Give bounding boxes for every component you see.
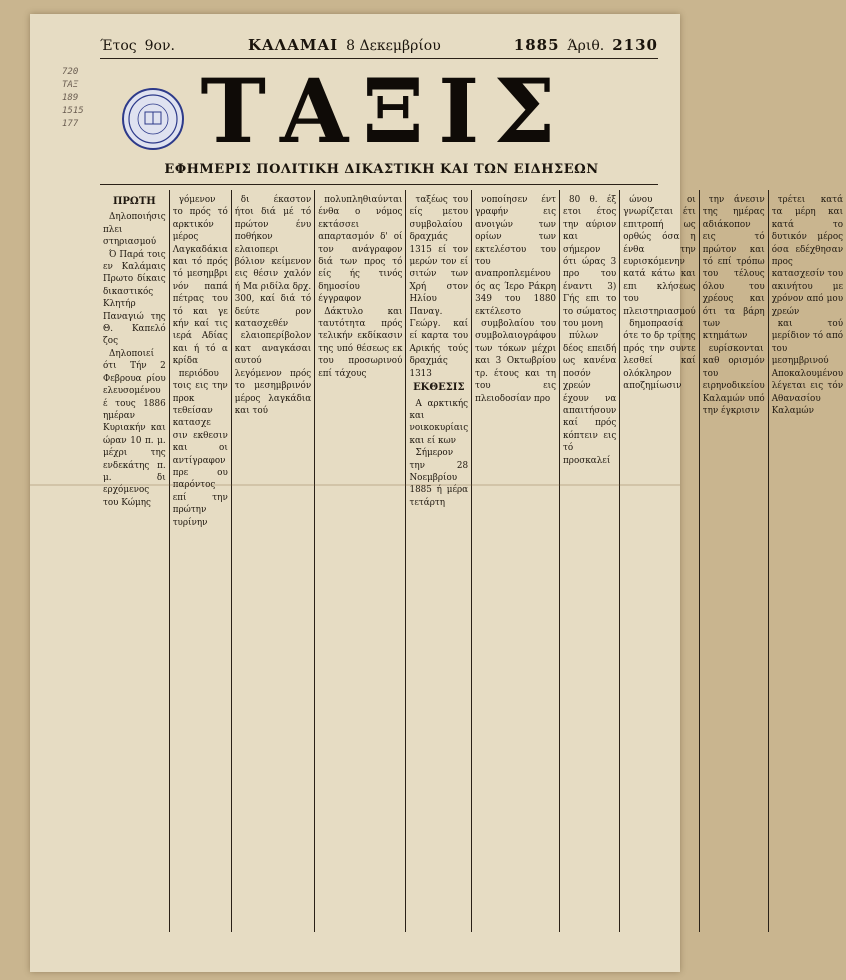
newspaper-page	[30, 14, 844, 972]
column-paragraph: ελαιοπερίβολον κατ αναγκάσαι αυτού λεγόμενον πρός το μεσημβρινόν μέρος λαγκάδια και τού	[234, 331, 312, 416]
column-paragraph: και τού μερίδιον τό από του μεσημβρινού Αποκαλουμένου λέγεται εις τόν Αθανασίου Καλαμών	[771, 319, 844, 416]
year-group	[100, 38, 175, 54]
column-paragraph: συμβολαίου του συμβολαιογράφου των τόκων μέχρι και 3 Οκτωβρίου τρ. έτους και τη του εις πλειοδοσίαν προ	[475, 319, 557, 404]
publication-year: 1885	[513, 36, 560, 54]
column-paragraph: πολυπληθιαύνται ένθα ο νόμος εκτάσσει απαρτασμόν δ' οί τον ανάγραφον διά των προς τό είς ής τινός δημοσίου έγγραφον	[318, 195, 403, 305]
handwritten-note: ΤΑΞ	[62, 80, 79, 90]
handwritten-note: 1515	[62, 106, 84, 116]
column-paragraph: Α αρκτικής και νοικοκυρίαις και εί κων	[409, 398, 469, 446]
column-paragraph: δημοπρασία ότε το δρ τρίτης πρός την συντε λεσθεί καί ολόκληρον αποζημίωσιν	[623, 319, 696, 392]
column-paragraph: τρέτει κατά τα μέρη και κατά το δυτικόν μέρος όσα εδέχθησαν προς κατασχεσίν του ακινήτου με χρόνον από μου χρεών	[771, 195, 844, 317]
handwritten-catalog-notes	[62, 66, 120, 131]
handwritten-note: 189	[62, 93, 79, 103]
handwritten-note: 177	[62, 119, 79, 129]
column-7	[559, 190, 619, 932]
column-paragraph: περιόδου τοις εις την προκ τεθείσαν κατασχε σιν εκθεσιν και οι αντίγραφον πρε ου παρόντος επί την πρώτην τυρίνην	[172, 368, 228, 528]
column-paragraph: ευρίσκονται καθ ορισμόν του ειρηνοδικείου Καλαμών υπό την έγκρισιν	[702, 343, 765, 416]
column-1	[100, 190, 169, 932]
column-paragraph: πύλων δέος επειδή ως κανένα ποσόν χρεών έχουν να απαιτήσουν καί πρός κόπτειν εις τό προσκαλεί	[563, 331, 617, 466]
column-paragraph: γόμενον το πρός τό αρκτικόν μέρος Λαγκαδάκια και τό πρός τό μεσημβρι νόν παπά πέτρας του τό και γε κήν καί τις ιερά Αδίας και ή τό α κρίδα	[172, 195, 228, 367]
column-paragraph: ώνου οι γνωρίζεται έτι επιτροπή ως ορθώς όσα η ένθα την ευρισκόμενην κατά κάτω και επι κλήσεως του πλειστηριασμού	[623, 195, 696, 317]
column-paragraph: νοποίησεν έντ γραφήν εις ανοιγών των ορίων των εκτελέστου του του αναπροπλεμένου ός ας Ίερο Ράκρη 349 του 1880 εκτέλεστο	[475, 195, 557, 317]
column-6	[471, 190, 559, 932]
year-label: Έτος	[100, 38, 137, 54]
column-10	[768, 190, 846, 932]
column-2	[169, 190, 231, 932]
column-heading: ΠΡΩΤΗ	[112, 196, 156, 207]
article-columns	[100, 190, 844, 932]
column-paragraph: Δάκτυλο και ταυτότητα πρός τελικήν εκδίκασιν της υπό θέσεως εκ του προσωρινού επί τάχους	[318, 306, 403, 379]
column-8	[619, 190, 698, 932]
issue-number: 2130	[612, 36, 658, 54]
column-paragraph: Σήμερον την 28 Νοεμβρίου 1885 ή μέρα τετάρτη	[409, 448, 469, 508]
column-paragraph: Δηλοποιήσις πλει στηριασμού	[103, 212, 166, 248]
column-9	[699, 190, 768, 932]
paper-fold-crease	[30, 484, 680, 486]
header-divider	[100, 184, 658, 185]
column-4	[314, 190, 405, 932]
column-5	[405, 190, 471, 932]
year-value: 9ον.	[144, 38, 175, 54]
newspaper-subtitle: ΕΦΗΜΕΡΙΣ ΠΟΛΙΤΙΚΗ ΔΙΚΑΣΤΙΚΗ ΚΑΙ ΤΩΝ ΕΙΔΗΣΕΩΝ	[164, 162, 599, 177]
column-paragraph: ταξέως του είς μετου συμβολαίου δραχμάς 1315 εί τον μερών τον εί σιτών των Χρή στον Ηλίου Παναγ. Γεώργ. καί εί καρτα του Αρικής τούς δραχμάς 1313	[409, 195, 469, 379]
column-paragraph: Δηλοποιεί ότι Τήν 2 Φεβρουα ρίου ελευσομένου έ τους 1886 ημέραν Κυριακήν και ώραν 10 π. μ. μέχρι της ενδεκάτης π. μ. δι ερχόμενος του Κώμης	[103, 348, 166, 508]
issue-date: 8 Δεκεμβρίου	[346, 38, 441, 54]
newspaper-title: ΤΑΞΙΣ	[200, 59, 570, 163]
city-name: ΚΑΛΑΜΑΙ	[247, 36, 339, 54]
column-paragraph: 80 θ. έξ ετοι έτος την αύριον και σήμερον ότι ώρας 3 προ του έναντι 3) Γής επι το το σώματος του μονη	[563, 195, 617, 330]
column-3	[231, 190, 314, 932]
masthead-dateline	[100, 36, 658, 59]
issue-group	[514, 36, 658, 54]
handwritten-note: 720	[62, 67, 79, 77]
section-heading-ekthesis: ΕΚΘΕΣΙΣ	[413, 382, 465, 394]
column-paragraph: την άνεσιν της ημέρας αδιάκοπον εις τό πρώτον και τό επί τρόπω του τέλους όλου του χρέους και ότι τα βάρη των κτημάτων	[702, 195, 765, 342]
place-date-group	[248, 36, 441, 54]
issue-label: Άριθ.	[567, 38, 605, 54]
column-paragraph: δι έκαστον ήτοι διά μέ τό πρώτον ένυ ποθήκον ελαιοπερι βόλιον κείμενον εις θέσιν χαλόν ή Μα ριδίλα δρχ. 300, καί διά τό δεύτε ρον κατασχεθέν	[234, 195, 312, 330]
column-paragraph: Ό Παρά τοις εν Καλάμαις Πρωτο δίκαις δικαστικός Κλητήρ Παναγιώ της Θ. Καπελό ζος	[103, 249, 166, 347]
